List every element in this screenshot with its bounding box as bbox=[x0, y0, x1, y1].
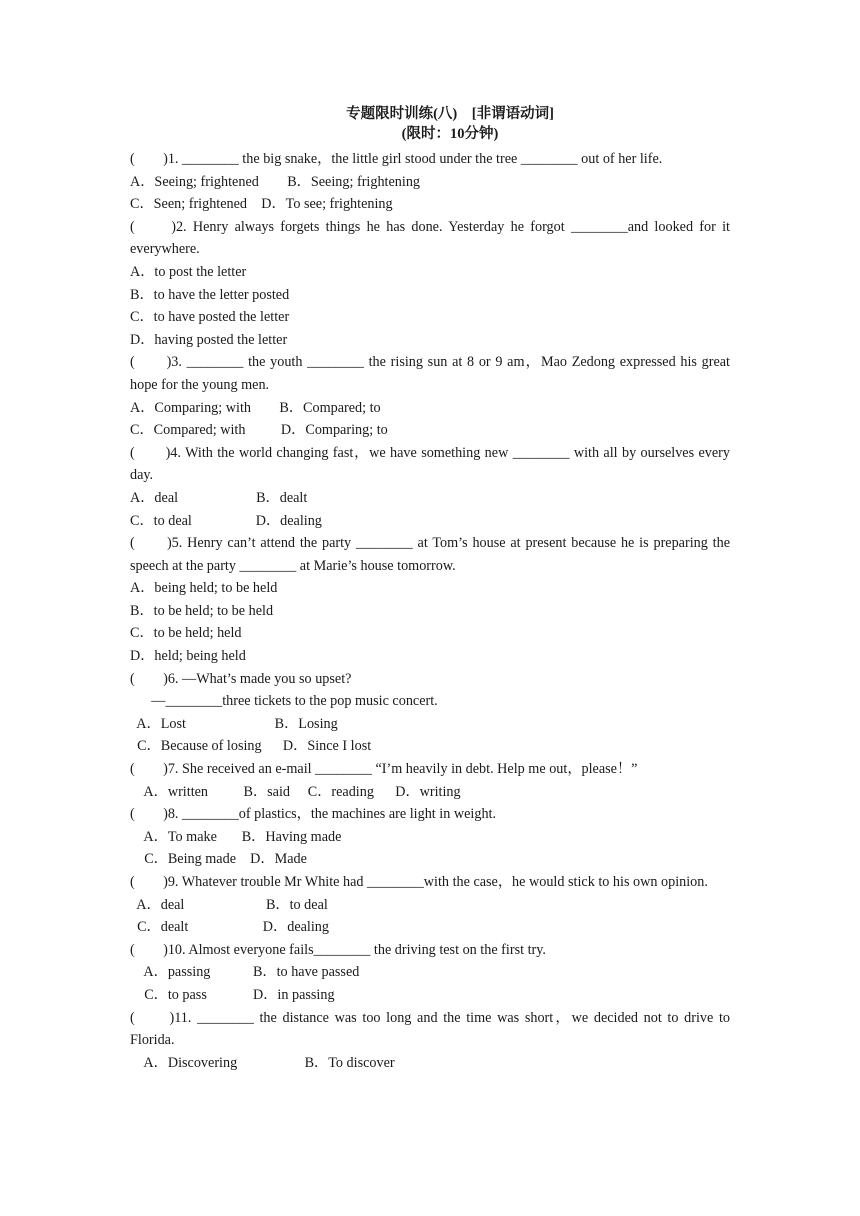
question-11 bbox=[130, 1007, 730, 1075]
question-3 bbox=[130, 351, 730, 441]
question-stem: ( )4. With the world changing fast，we have something new ________ with all by ourselves every day. bbox=[130, 444, 730, 484]
option-line: D．held; being held bbox=[130, 648, 246, 665]
question-2 bbox=[130, 216, 730, 352]
option-line: A．deal B．dealt bbox=[130, 489, 308, 506]
document-page bbox=[130, 104, 730, 1074]
option-line: A．To make B．Having made bbox=[130, 828, 342, 845]
option-line: C．dealt D．dealing bbox=[130, 919, 329, 936]
option-line: B．to have the letter posted bbox=[130, 286, 290, 303]
question-1 bbox=[130, 148, 730, 216]
option-line: B．to be held; to be held bbox=[130, 602, 274, 619]
question-stem: ( )6. —What’s made you so upset? bbox=[130, 670, 352, 687]
question-stem: ( )9. Whatever trouble Mr White had ________with the case，he would stick to his own opinion. bbox=[130, 874, 708, 890]
option-line: C．to deal D．dealing bbox=[130, 512, 322, 529]
option-line: D．having posted the letter bbox=[130, 331, 288, 348]
option-line: C．Being made D．Made bbox=[130, 851, 307, 868]
question-8 bbox=[130, 803, 730, 871]
option-line: A．Discovering B．To discover bbox=[130, 1054, 395, 1071]
option-line: C．to pass D．in passing bbox=[130, 986, 335, 1003]
question-7 bbox=[130, 758, 730, 803]
question-4 bbox=[130, 442, 730, 532]
option-line: A．Lost B．Losing bbox=[130, 715, 338, 732]
option-line: C．Because of losing D．Since I lost bbox=[130, 738, 372, 755]
question-stem: ( )8. ________of plastics，the machines are light in weight. bbox=[130, 806, 497, 823]
option-line: C．to have posted the letter bbox=[130, 309, 290, 326]
option-line: A．deal B．to deal bbox=[130, 896, 328, 913]
page-subtitle: (限时：10分钟) bbox=[401, 126, 499, 142]
question-9 bbox=[130, 871, 730, 939]
option-line: A．Comparing; with B．Compared; to bbox=[130, 399, 381, 416]
question-stem: ( )1. ________ the big snake，the little girl stood under the tree ________ out of her life. bbox=[130, 151, 663, 167]
question-stem: ( )10. Almost everyone fails________ the driving test on the first try. bbox=[130, 941, 546, 958]
question-stem: ( )3. ________ the youth ________ the rising sun at 8 or 9 am，Mao Zedong expressed his great hope for the young men. bbox=[130, 354, 730, 393]
question-stem: ( )2. Henry always forgets things he has done. Yesterday he forgot ________and looked for it everywhere. bbox=[130, 218, 730, 258]
question-stem: ( )5. Henry can’t attend the party ________ at Tom’s house at present because he is preparing the speech at the party ________ at Marie’s house tomorrow. bbox=[130, 535, 730, 574]
option-line: A．to post the letter bbox=[130, 263, 247, 280]
option-line: A．written B．said C．reading D．writing bbox=[130, 783, 461, 800]
option-line: A．Seeing; frightened B．Seeing; frightening bbox=[130, 173, 421, 190]
page-title: 专题限时训练(八) [非谓语动词] bbox=[346, 106, 554, 122]
option-line: —________three tickets to the pop music concert. bbox=[130, 693, 438, 710]
option-line: C．Compared; with D．Comparing; to bbox=[130, 422, 388, 439]
option-line: C．to be held; held bbox=[130, 625, 242, 642]
question-stem: ( )7. She received an e-mail ________ “I’m heavily in debt. Help me out，please！” bbox=[130, 761, 638, 778]
question-stem: ( )11. ________ the distance was too long and the time was short，we decided not to drive to Florida. bbox=[130, 1009, 730, 1049]
option-line: A．passing B．to have passed bbox=[130, 964, 360, 981]
question-6 bbox=[130, 668, 730, 758]
option-line: A．being held; to be held bbox=[130, 580, 278, 597]
option-line: C．Seen; frightened D．To see; frightening bbox=[130, 196, 393, 213]
question-5 bbox=[130, 532, 730, 668]
question-10 bbox=[130, 939, 730, 1007]
